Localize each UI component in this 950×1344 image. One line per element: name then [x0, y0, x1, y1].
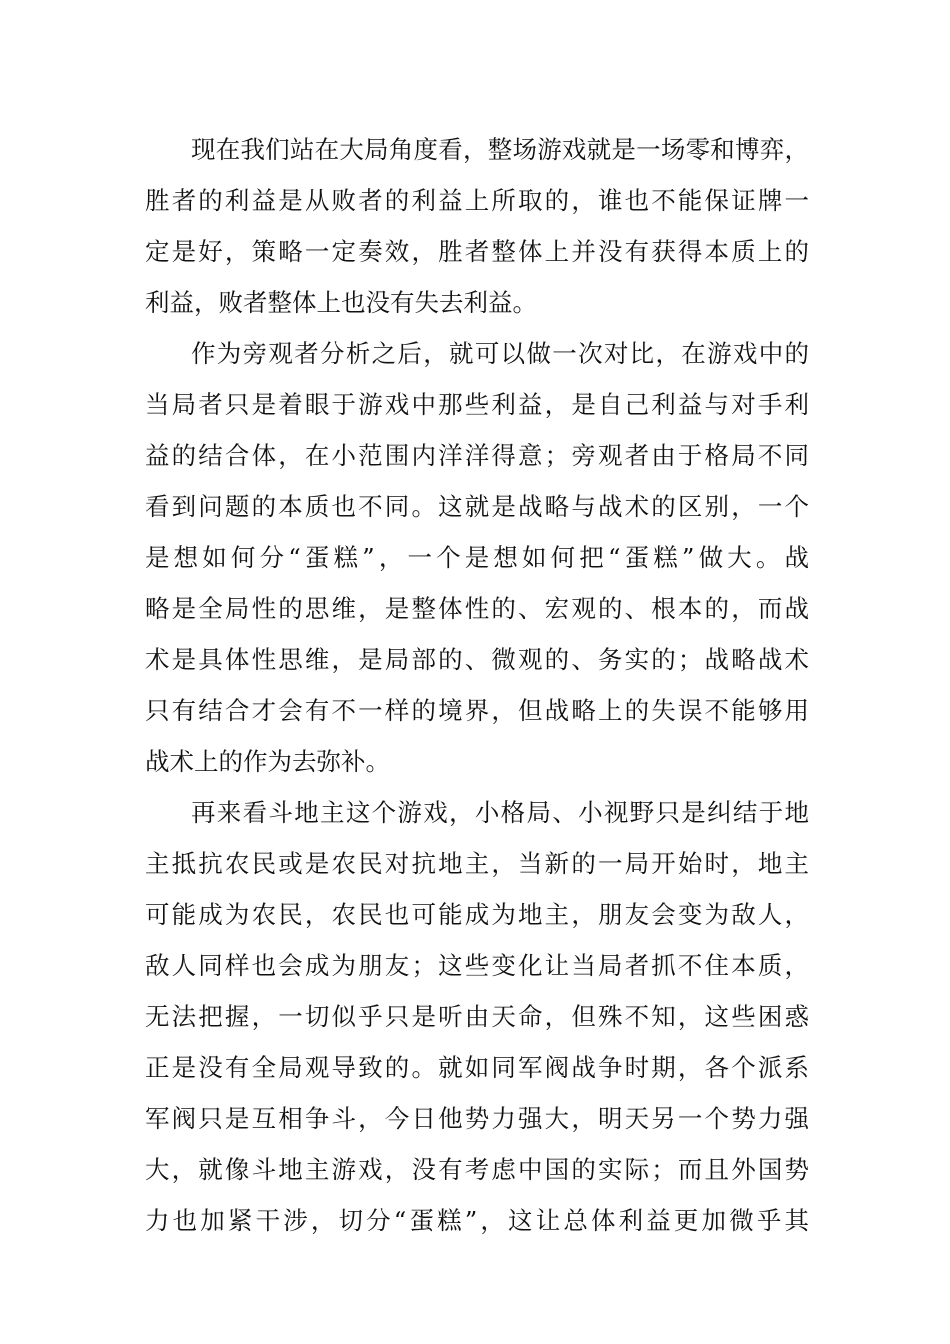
paragraph-line: 敌人同样也会成为朋友；这些变化让当局者抓不住本质， — [145, 951, 809, 980]
paragraph-line: 无法把握，一切似乎只是听由天命，但殊不知，这些困惑 — [145, 1002, 809, 1031]
paragraph-line: 大，就像斗地主游戏，没有考虑中国的实际；而且外国势 — [145, 1155, 809, 1184]
document-page — [145, 124, 809, 1246]
paragraph-line: 战术上的作为去弥补。 — [145, 747, 390, 776]
paragraph-line: 当局者只是着眼于游戏中那些利益，是自己利益与对手利 — [145, 390, 809, 419]
paragraph-line: 只有结合才会有不一样的境界，但战略上的失误不能够用 — [145, 696, 809, 725]
paragraph-line: 略是全局性的思维，是整体性的、宏观的、根本的，而战 — [145, 594, 809, 623]
paragraph-line: 益的结合体，在小范围内洋洋得意；旁观者由于格局不同 — [145, 441, 809, 470]
paragraph-line: 再来看斗地主这个游戏，小格局、小视野只是纠结于地 — [191, 798, 809, 827]
paragraph-line: 军阀只是互相争斗，今日他势力强大，明天另一个势力强 — [145, 1104, 809, 1133]
paragraph-line: 利益，败者整体上也没有失去利益。 — [145, 288, 537, 317]
paragraph-line: 是想如何分“蛋糕”，一个是想如何把“蛋糕”做大。战 — [145, 543, 809, 572]
paragraph-line: 胜者的利益是从败者的利益上所取的，谁也不能保证牌一 — [145, 186, 809, 215]
paragraph-line: 可能成为农民，农民也可能成为地主，朋友会变为敌人， — [145, 900, 809, 929]
paragraph-line: 正是没有全局观导致的。就如同军阀战争时期，各个派系 — [145, 1053, 809, 1082]
paragraph-line: 作为旁观者分析之后，就可以做一次对比，在游戏中的 — [191, 339, 809, 368]
paragraph-line: 定是好，策略一定奏效，胜者整体上并没有获得本质上的 — [145, 237, 809, 266]
paragraph-line: 术是具体性思维，是局部的、微观的、务实的；战略战术 — [145, 645, 809, 674]
paragraph-line: 力也加紧干涉，切分“蛋糕”，这让总体利益更加微乎其 — [145, 1206, 809, 1235]
paragraph-line: 现在我们站在大局角度看，整场游戏就是一场零和博弈， — [191, 135, 809, 164]
paragraph-2 — [145, 328, 809, 787]
paragraph-3 — [145, 787, 809, 1246]
paragraph-1 — [145, 124, 809, 328]
paragraph-line: 主抵抗农民或是农民对抗地主，当新的一局开始时，地主 — [145, 849, 809, 878]
paragraph-line: 看到问题的本质也不同。这就是战略与战术的区别，一个 — [145, 492, 809, 521]
